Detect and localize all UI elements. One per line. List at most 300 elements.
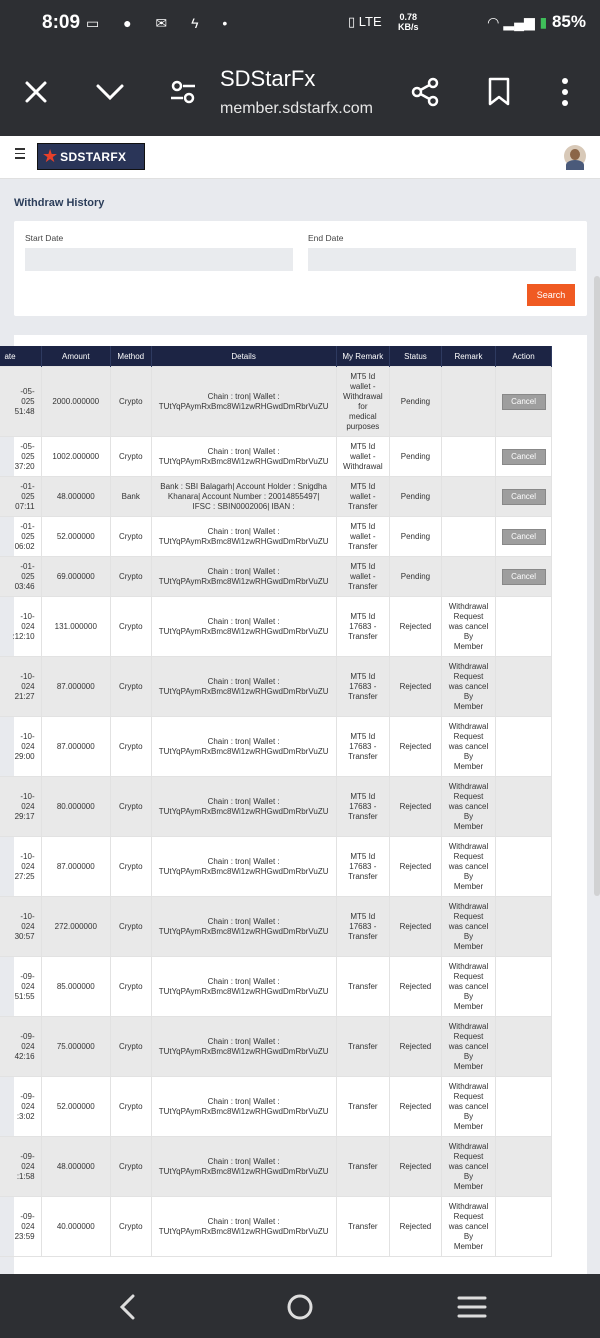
amount-cell xyxy=(41,777,110,837)
action-cell xyxy=(496,957,552,1017)
status-text: Rejected xyxy=(399,861,432,871)
status-text: Pending xyxy=(400,571,431,581)
my-remark-text: MT5 Id 17683 - Transfer xyxy=(348,911,378,941)
method-cell xyxy=(110,1017,151,1077)
wifi-icon: ◠ xyxy=(487,14,499,30)
amount-text: 131.000000 xyxy=(54,621,97,631)
status-cell xyxy=(390,367,442,437)
amount-cell xyxy=(41,657,110,717)
my-remark-cell xyxy=(336,957,389,1017)
date-cell xyxy=(0,437,41,477)
details-cell xyxy=(151,897,336,957)
date-cell xyxy=(0,837,41,897)
remark-text: Withdrawal Request was cancel By Member xyxy=(448,961,489,1011)
details-cell xyxy=(151,957,336,1017)
method-text: Crypto xyxy=(118,621,143,631)
table-row xyxy=(0,557,552,597)
method-cell xyxy=(110,897,151,957)
my-remark-text: MT5 Id 17683 - Transfer xyxy=(348,671,378,701)
my-remark-cell xyxy=(336,777,389,837)
status-cell xyxy=(390,957,442,1017)
signal-icons xyxy=(348,14,382,30)
method-cell xyxy=(110,1077,151,1137)
amount-cell xyxy=(41,597,110,657)
status-text: Pending xyxy=(400,451,431,461)
action-cell xyxy=(496,1017,552,1077)
action-cell xyxy=(496,717,552,777)
details-cell xyxy=(151,1077,336,1137)
amount-text: 80.000000 xyxy=(56,801,95,811)
status-cell xyxy=(390,517,442,557)
remark-cell xyxy=(441,1137,495,1197)
table-row xyxy=(0,367,552,437)
my-remark-cell xyxy=(336,1077,389,1137)
status-cell xyxy=(390,437,442,477)
table-row xyxy=(0,1017,552,1077)
method-text: Crypto xyxy=(118,801,143,811)
date-text: -10- 024 29:17 xyxy=(14,791,35,821)
details-cell xyxy=(151,777,336,837)
remark-text: Withdrawal Request was cancel By Member xyxy=(448,1201,489,1251)
date-cell xyxy=(0,557,41,597)
cancel-button[interactable]: Cancel xyxy=(502,529,546,545)
method-text: Crypto xyxy=(118,451,143,461)
my-remark-cell xyxy=(336,897,389,957)
date-cell xyxy=(0,957,41,1017)
status-cell xyxy=(390,1077,442,1137)
remark-cell xyxy=(441,557,495,597)
vibrate-icon: ▯ xyxy=(348,14,356,29)
my-remark-text: MT5 Id 17683 - Transfer xyxy=(348,611,378,641)
start-date-input[interactable] xyxy=(25,248,293,271)
browser-toolbar xyxy=(0,50,600,136)
remark-text: Withdrawal Request was cancel By Member xyxy=(448,781,489,831)
my-remark-cell xyxy=(336,517,389,557)
method-text: Crypto xyxy=(118,1101,143,1111)
method-text: Crypto xyxy=(118,921,143,931)
amount-text: 52.000000 xyxy=(56,531,95,541)
col-amount: Amount xyxy=(41,346,110,367)
details-cell xyxy=(151,837,336,897)
details-cell xyxy=(151,367,336,437)
my-remark-cell xyxy=(336,1137,389,1197)
date-cell xyxy=(0,367,41,437)
date-text: -10- 024 30:57 xyxy=(14,911,35,941)
amount-cell xyxy=(41,1197,110,1257)
details-cell xyxy=(151,437,336,477)
amount-text: 85.000000 xyxy=(56,981,95,991)
action-cell xyxy=(496,1137,552,1197)
details-text: Chain : tron| Wallet : TUtYqPAymRxBmc8Wi1zwRHGwdDmRbrVuZU xyxy=(158,976,329,996)
method-text: Crypto xyxy=(118,681,143,691)
date-cell xyxy=(0,1197,41,1257)
method-cell xyxy=(110,477,151,517)
net-speed xyxy=(398,12,419,32)
battery-status xyxy=(488,12,586,32)
web-page xyxy=(0,136,600,1274)
status-text: Pending xyxy=(400,531,431,541)
amount-text: 87.000000 xyxy=(56,741,95,751)
cancel-button[interactable]: Cancel xyxy=(502,449,546,465)
logo-text: SDSTARFX xyxy=(60,149,127,164)
battery-icon: ▮ xyxy=(539,14,548,30)
date-text: -09- 024 :1:58 xyxy=(16,1151,35,1181)
end-date-input[interactable] xyxy=(308,248,576,271)
date-text: -09- 024 51:55 xyxy=(14,971,35,1001)
recents-icon[interactable] xyxy=(457,1292,487,1322)
cancel-button[interactable]: Cancel xyxy=(502,569,546,585)
amount-text: 87.000000 xyxy=(56,861,95,871)
date-text: -05- 025 37:20 xyxy=(14,441,35,471)
table-row xyxy=(0,957,552,1017)
table-row xyxy=(0,657,552,717)
action-cell xyxy=(496,367,552,437)
remark-text: Withdrawal Request was cancel By Member xyxy=(448,721,489,771)
remark-cell xyxy=(441,367,495,437)
action-cell xyxy=(496,1077,552,1137)
url-text[interactable]: member.sdstarfx.com xyxy=(220,100,373,117)
method-cell xyxy=(110,367,151,437)
amount-text: 48.000000 xyxy=(56,491,95,501)
details-text: Chain : tron| Wallet : TUtYqPAymRxBmc8Wi1zwRHGwdDmRbrVuZU xyxy=(158,566,329,586)
method-cell xyxy=(110,717,151,777)
details-cell xyxy=(151,1137,336,1197)
status-text: Rejected xyxy=(399,981,432,991)
message-icon: ● xyxy=(123,15,142,31)
table-row xyxy=(0,1137,552,1197)
table-header-row xyxy=(0,346,552,367)
remark-cell xyxy=(441,1017,495,1077)
date-text: -01- 025 06:02 xyxy=(14,521,35,551)
date-cell xyxy=(0,477,41,517)
method-text: Crypto xyxy=(118,1161,143,1171)
date-text: -09- 024 :3:02 xyxy=(16,1091,35,1121)
remark-text: Withdrawal Request was cancel By Member xyxy=(448,1141,489,1191)
table-row xyxy=(0,777,552,837)
table-row xyxy=(0,837,552,897)
cancel-button[interactable]: Cancel xyxy=(502,489,546,505)
cell-signal-icon: ▂▄▆ xyxy=(503,14,535,30)
date-cell xyxy=(0,1077,41,1137)
my-remark-text: MT5 Id 17683 - Transfer xyxy=(348,851,378,881)
mail-icon: ✉ xyxy=(155,15,178,31)
status-text: Rejected xyxy=(399,741,432,751)
bookmark-icon[interactable] xyxy=(481,74,517,110)
remark-cell xyxy=(441,657,495,717)
table-row xyxy=(0,597,552,657)
details-text: Chain : tron| Wallet : TUtYqPAymRxBmc8Wi1zwRHGwdDmRbrVuZU xyxy=(158,856,329,876)
date-text: -10- 024 27:25 xyxy=(14,851,35,881)
bolt-icon: ϟ xyxy=(191,15,209,31)
my-remark-cell xyxy=(336,657,389,717)
remark-cell xyxy=(441,717,495,777)
details-text: Chain : tron| Wallet : TUtYqPAymRxBmc8Wi1zwRHGwdDmRbrVuZU xyxy=(158,526,329,546)
col-details: Details xyxy=(151,346,336,367)
action-cell xyxy=(496,517,552,557)
remark-cell xyxy=(441,777,495,837)
method-text: Bank xyxy=(121,491,140,501)
method-cell xyxy=(110,597,151,657)
details-cell xyxy=(151,1017,336,1077)
method-text: Crypto xyxy=(118,396,143,406)
date-cell xyxy=(0,897,41,957)
more-options-icon[interactable] xyxy=(547,74,583,110)
remark-cell xyxy=(441,837,495,897)
amount-cell xyxy=(41,437,110,477)
remark-cell xyxy=(441,1077,495,1137)
remark-text: Withdrawal Request was cancel By Member xyxy=(448,661,489,711)
details-text: Chain : tron| Wallet : TUtYqPAymRxBmc8Wi1zwRHGwdDmRbrVuZU xyxy=(158,391,329,411)
status-cell xyxy=(390,777,442,837)
brand-logo[interactable] xyxy=(37,143,145,170)
action-cell xyxy=(496,1197,552,1257)
home-icon[interactable] xyxy=(285,1292,315,1322)
my-remark-text: Transfer xyxy=(348,1161,378,1171)
amount-cell xyxy=(41,1077,110,1137)
my-remark-text: MT5 Id 17683 - Transfer xyxy=(348,731,378,761)
table-row xyxy=(0,1077,552,1137)
action-cell xyxy=(496,597,552,657)
status-text: Rejected xyxy=(399,1101,432,1111)
my-remark-cell xyxy=(336,717,389,777)
date-text: -09- 024 42:16 xyxy=(14,1031,35,1061)
status-cell xyxy=(390,717,442,777)
cancel-button[interactable]: Cancel xyxy=(502,394,546,410)
amount-cell xyxy=(41,367,110,437)
details-text: Chain : tron| Wallet : TUtYqPAymRxBmc8Wi1zwRHGwdDmRbrVuZU xyxy=(158,1156,329,1176)
status-cell xyxy=(390,657,442,717)
col-remark: Remark xyxy=(441,346,495,367)
amount-text: 40.000000 xyxy=(56,1221,95,1231)
action-cell xyxy=(496,897,552,957)
app-notification-icon: ▭ xyxy=(86,15,110,31)
details-cell xyxy=(151,477,336,517)
method-cell xyxy=(110,517,151,557)
amount-cell xyxy=(41,557,110,597)
amount-text: 87.000000 xyxy=(56,681,95,691)
table-row xyxy=(0,477,552,517)
details-text: Chain : tron| Wallet : TUtYqPAymRxBmc8Wi1zwRHGwdDmRbrVuZU xyxy=(158,1036,329,1056)
amount-cell xyxy=(41,837,110,897)
withdraw-table-card xyxy=(4,335,587,1295)
table-row xyxy=(0,437,552,477)
status-cell xyxy=(390,837,442,897)
status-bar xyxy=(0,0,600,50)
method-cell xyxy=(110,1197,151,1257)
status-cell xyxy=(390,897,442,957)
notification-icons xyxy=(86,15,237,32)
amount-text: 1002.000000 xyxy=(52,451,100,461)
my-remark-cell xyxy=(336,437,389,477)
my-remark-cell xyxy=(336,1197,389,1257)
status-text: Pending xyxy=(400,396,431,406)
scrollbar[interactable] xyxy=(594,276,600,896)
date-cell xyxy=(0,597,41,657)
action-cell xyxy=(496,437,552,477)
details-text: Chain : tron| Wallet : TUtYqPAymRxBmc8Wi1zwRHGwdDmRbrVuZU xyxy=(158,916,329,936)
close-icon[interactable] xyxy=(18,74,54,110)
status-cell xyxy=(390,1137,442,1197)
remark-cell xyxy=(441,477,495,517)
amount-text: 272.000000 xyxy=(54,921,97,931)
site-header xyxy=(0,136,600,179)
col-action: Action xyxy=(496,346,552,367)
share-icon[interactable] xyxy=(407,74,443,110)
method-text: Crypto xyxy=(118,741,143,751)
action-cell xyxy=(496,657,552,717)
my-remark-cell xyxy=(336,557,389,597)
method-text: Crypto xyxy=(118,531,143,541)
date-cell xyxy=(0,657,41,717)
details-text: Chain : tron| Wallet : TUtYqPAymRxBmc8Wi1zwRHGwdDmRbrVuZU xyxy=(158,676,329,696)
remark-text: Withdrawal Request was cancel By Member xyxy=(448,601,489,651)
amount-cell xyxy=(41,957,110,1017)
method-cell xyxy=(110,657,151,717)
method-cell xyxy=(110,557,151,597)
remark-cell xyxy=(441,897,495,957)
remark-cell xyxy=(441,1197,495,1257)
amount-cell xyxy=(41,1137,110,1197)
page-title: SDStarFx xyxy=(220,66,316,91)
method-text: Crypto xyxy=(118,1221,143,1231)
date-cell xyxy=(0,517,41,557)
method-text: Crypto xyxy=(118,861,143,871)
status-cell xyxy=(390,597,442,657)
method-text: Crypto xyxy=(118,571,143,581)
details-text: Chain : tron| Wallet : TUtYqPAymRxBmc8Wi1zwRHGwdDmRbrVuZU xyxy=(158,1216,329,1236)
details-cell xyxy=(151,517,336,557)
withdraw-history-table xyxy=(0,346,552,1257)
my-remark-text: MT5 Id wallet - Transfer xyxy=(348,481,378,511)
remark-text: Withdrawal Request was cancel By Member xyxy=(448,1021,489,1071)
action-cell xyxy=(496,477,552,517)
my-remark-text: Transfer xyxy=(348,1221,378,1231)
my-remark-cell xyxy=(336,837,389,897)
volte-label: LTE xyxy=(358,14,382,29)
method-cell xyxy=(110,837,151,897)
date-cell xyxy=(0,717,41,777)
remark-cell xyxy=(441,597,495,657)
status-text: Rejected xyxy=(399,921,432,931)
date-text: -09- 024 23:59 xyxy=(14,1211,35,1241)
my-remark-text: MT5 Id wallet - Withdrawal xyxy=(343,441,383,471)
my-remark-text: MT5 Id wallet - Transfer xyxy=(348,561,378,591)
date-text: -01- 025 07:11 xyxy=(15,481,35,511)
my-remark-text: MT5 Id 17683 - Transfer xyxy=(348,791,378,821)
amount-cell xyxy=(41,477,110,517)
chevron-down-icon[interactable] xyxy=(92,74,128,110)
section-heading: Withdraw History xyxy=(14,197,105,209)
search-button[interactable]: Search xyxy=(527,284,575,306)
details-text: Chain : tron| Wallet : TUtYqPAymRxBmc8Wi1zwRHGwdDmRbrVuZU xyxy=(158,736,329,756)
table-row xyxy=(0,517,552,557)
method-cell xyxy=(110,777,151,837)
my-remark-text: Transfer xyxy=(348,1101,378,1111)
amount-text: 48.000000 xyxy=(56,1161,95,1171)
details-text: Chain : tron| Wallet : TUtYqPAymRxBmc8Wi1zwRHGwdDmRbrVuZU xyxy=(158,446,329,466)
net-speed-value: 0.78 xyxy=(399,12,418,22)
start-date-label: Start Date xyxy=(25,233,64,243)
my-remark-cell xyxy=(336,477,389,517)
amount-text: 75.000000 xyxy=(56,1041,95,1051)
date-text: -05- 025 51:48 xyxy=(14,386,35,416)
status-cell xyxy=(390,557,442,597)
amount-cell xyxy=(41,897,110,957)
my-remark-cell xyxy=(336,367,389,437)
method-cell xyxy=(110,957,151,1017)
action-cell xyxy=(496,777,552,837)
system-nav-bar xyxy=(0,1274,600,1338)
status-text: Rejected xyxy=(399,621,432,631)
method-cell xyxy=(110,437,151,477)
method-text: Crypto xyxy=(118,981,143,991)
amount-text: 52.000000 xyxy=(56,1101,95,1111)
remark-cell xyxy=(441,517,495,557)
amount-cell xyxy=(41,517,110,557)
date-text: -01- 025 03:46 xyxy=(14,561,35,591)
details-cell xyxy=(151,1197,336,1257)
date-text: -10- 024 :12:10 xyxy=(12,611,35,641)
amount-cell xyxy=(41,1017,110,1077)
status-text: Rejected xyxy=(399,1041,432,1051)
star-icon: ★ xyxy=(42,146,59,166)
dot-icon: • xyxy=(222,15,238,31)
col-method: Method xyxy=(110,346,151,367)
back-icon[interactable] xyxy=(112,1292,142,1322)
action-cell xyxy=(496,557,552,597)
method-cell xyxy=(110,1137,151,1197)
table-row xyxy=(0,1197,552,1257)
remark-cell xyxy=(441,437,495,477)
details-cell xyxy=(151,717,336,777)
table-row xyxy=(0,717,552,777)
date-text: -10- 024 21:27 xyxy=(14,671,35,701)
table-body xyxy=(0,367,552,1257)
menu-icon[interactable] xyxy=(15,148,25,162)
status-text: Rejected xyxy=(399,1221,432,1231)
my-remark-text: Transfer xyxy=(348,1041,378,1051)
site-settings-icon[interactable] xyxy=(165,74,201,110)
remark-text: Withdrawal Request was cancel By Member xyxy=(448,1081,489,1131)
date-cell xyxy=(0,1137,41,1197)
details-text: Chain : tron| Wallet : TUtYqPAymRxBmc8Wi1zwRHGwdDmRbrVuZU xyxy=(158,796,329,816)
status-text: Pending xyxy=(400,491,431,501)
avatar[interactable] xyxy=(564,145,586,167)
amount-cell xyxy=(41,717,110,777)
col-my-remark: My Remark xyxy=(336,346,389,367)
action-cell xyxy=(496,837,552,897)
details-cell xyxy=(151,557,336,597)
table-row xyxy=(0,897,552,957)
status-text: Rejected xyxy=(399,1161,432,1171)
remark-text: Withdrawal Request was cancel By Member xyxy=(448,901,489,951)
status-cell xyxy=(390,477,442,517)
method-text: Crypto xyxy=(118,1041,143,1051)
remark-text: Withdrawal Request was cancel By Member xyxy=(448,841,489,891)
col-status: Status xyxy=(390,346,442,367)
filter-card xyxy=(14,221,587,316)
amount-text: 2000.000000 xyxy=(52,396,100,406)
details-text: Chain : tron| Wallet : TUtYqPAymRxBmc8Wi1zwRHGwdDmRbrVuZU xyxy=(158,616,329,636)
my-remark-text: Transfer xyxy=(348,981,378,991)
status-text: Rejected xyxy=(399,681,432,691)
my-remark-text: MT5 Id wallet - Withdrawal for medical purposes xyxy=(343,371,383,431)
details-text: Bank : SBI Balagarh| Account Holder : Snigdha Khanara| Account Number : 20014855497| IFSC : SBIN0002006| IBAN : xyxy=(160,481,327,511)
status-text: Rejected xyxy=(399,801,432,811)
end-date-label: End Date xyxy=(308,233,344,243)
net-speed-unit: KB/s xyxy=(398,22,419,32)
date-text: -10- 024 29:00 xyxy=(14,731,35,761)
